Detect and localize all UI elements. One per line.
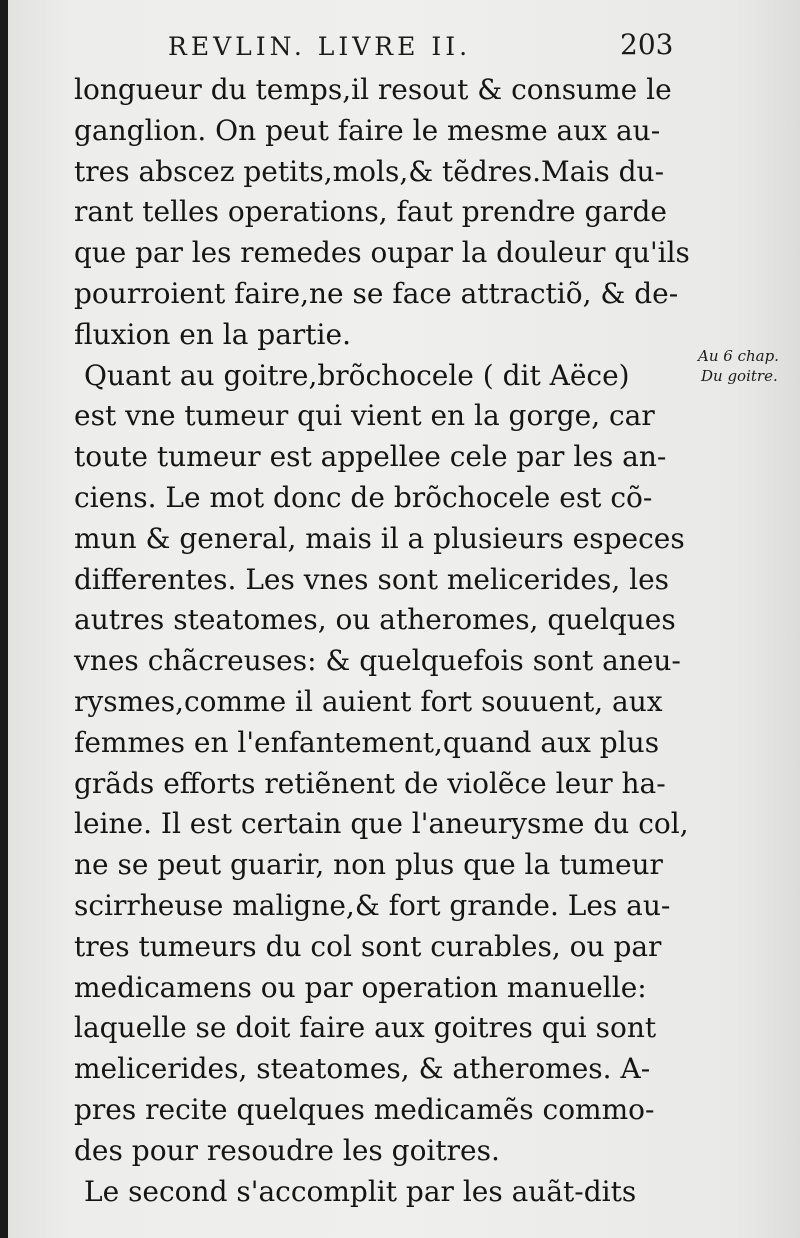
book-page: [8, 0, 800, 1238]
text-line: Le second s'accomplit par les auãt-dits: [84, 1174, 637, 1208]
text-line: tres abscez petits,mols,& tẽdres.Mais du-: [74, 154, 665, 188]
text-line: que par les remedes oupar la douleur qu'ils: [74, 236, 690, 270]
text-line: ciens. Le mot donc de brõchocele est cõ-: [74, 480, 653, 514]
text-line: toute tumeur est appellee cele par les an-: [74, 440, 667, 474]
text-line: scirrheuse maligne,& fort grande. Les au-: [74, 888, 671, 922]
running-head: [8, 26, 800, 66]
body-text: [74, 70, 690, 1212]
text-line: differentes. Les vnes sont melicerides, les: [74, 562, 670, 596]
text-line: tres tumeurs du col sont curables, ou par: [74, 929, 662, 963]
text-line: pourroient faire,ne se face attractiõ, & de-: [74, 276, 679, 310]
text-line: pres recite quelques medicamẽs commo-: [74, 1092, 655, 1126]
text-line: mun & general, mais il a plusieurs especes: [74, 521, 685, 555]
text-line: longueur du temps,il resout & consume le: [74, 73, 672, 106]
text-line: leine. Il est certain que l'aneurysme du col,: [74, 807, 689, 841]
text-line: rant telles operations, faut prendre garde: [74, 195, 667, 229]
page-number: 203: [620, 28, 674, 61]
text-line: ganglion. On peut faire le mesme aux au-: [74, 113, 661, 147]
text-line: autres steatomes, ou atheromes, quelques: [74, 603, 676, 637]
text-line: fluxion en la partie.: [74, 317, 351, 351]
running-title: REVLIN. LIVRE II.: [168, 32, 472, 61]
margin-note-line: Au 6 chap.: [698, 347, 779, 365]
text-line: femmes en l'enfantement,quand aux plus: [74, 725, 660, 759]
text-line: vnes chãcreuses: & quelquefois sont aneu-: [74, 644, 681, 678]
margin-note-line: Du goitre.: [701, 367, 778, 385]
text-line: grãds efforts retiẽnent de violẽce leur ha-: [74, 766, 666, 800]
text-line: est vne tumeur qui vient en la gorge, car: [74, 399, 655, 433]
text-line: laquelle se doit faire aux goitres qui sont: [74, 1011, 657, 1045]
text-line: des pour resoudre les goitres.: [74, 1133, 500, 1167]
text-line: melicerides, steatomes, & atheromes. A-: [74, 1052, 651, 1086]
margin-note: [698, 346, 798, 386]
text-line: rysmes,comme il auient fort souuent, aux: [74, 684, 663, 718]
text-line: ne se peut guarir, non plus que la tumeur: [74, 848, 663, 882]
text-line: Quant au goitre,brõchocele ( dit Aëce): [84, 358, 630, 392]
text-line: medicamens ou par operation manuelle:: [74, 970, 647, 1004]
